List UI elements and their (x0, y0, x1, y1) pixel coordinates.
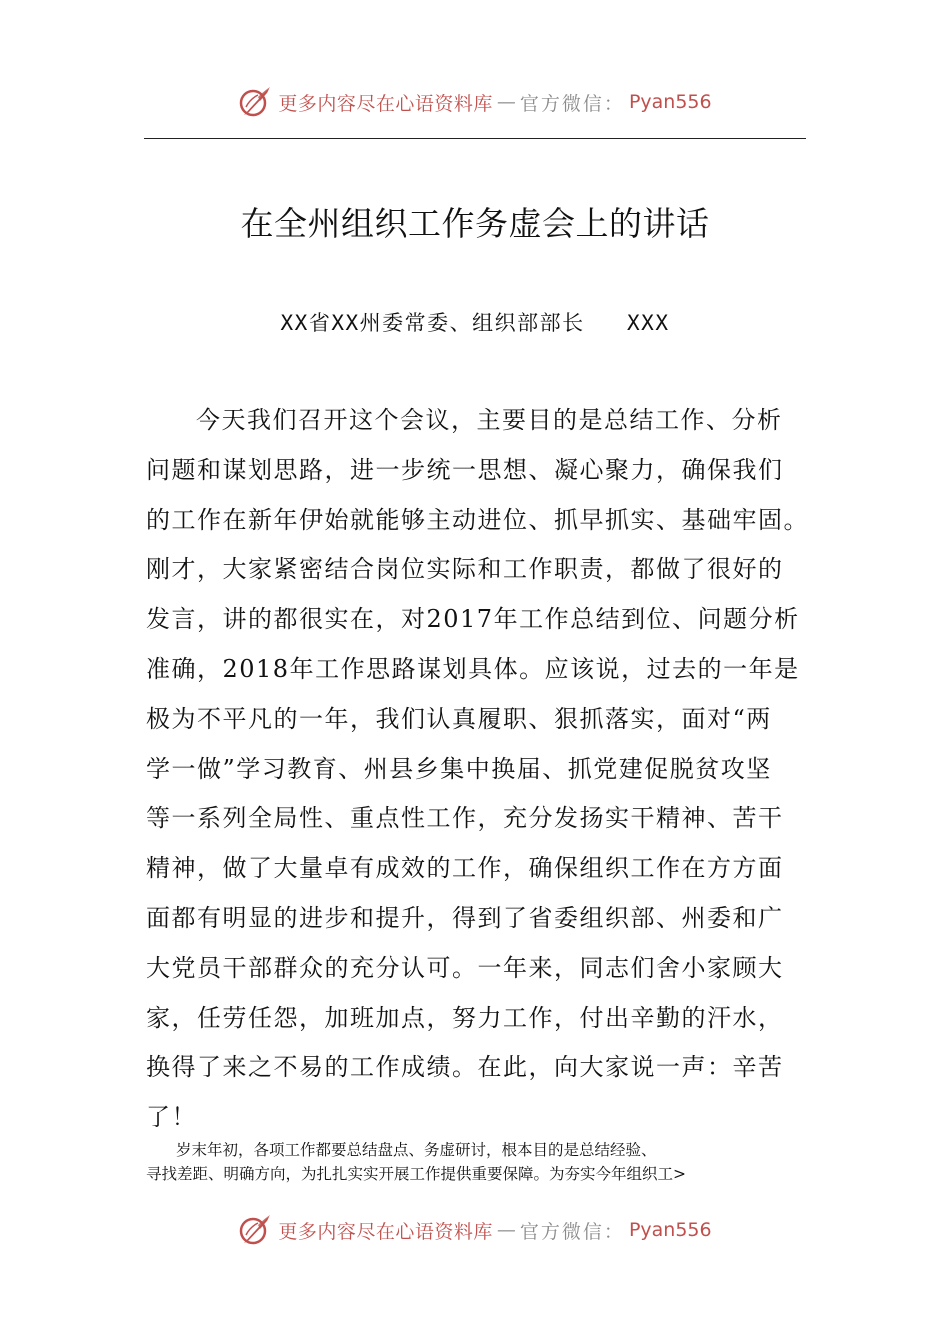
body-line: 面都有明显的进步和提升，得到了省委组织部、州委和广 (146, 903, 784, 932)
wechat-label: 官方微信： (519, 1220, 625, 1243)
body-line: 准确，2018年工作思路谋划具体。应该说，过去的一年是 (146, 654, 800, 683)
body-line: 换得了来之不易的工作成绩。在此，向大家说一声：辛苦 (146, 1053, 784, 1082)
body-line: 刚才，大家紧密结合岗位实际和工作职责，都做了很好的 (146, 555, 784, 584)
quill-logo-icon (238, 85, 272, 119)
quill-logo-icon (238, 1213, 272, 1247)
brand-dash: — (496, 91, 516, 113)
body-line: 发言，讲的都很实在，对2017年工作总结到位、问题分析 (146, 605, 800, 634)
summary-paragraph (146, 1138, 806, 1186)
header-divider (144, 138, 806, 139)
body-line: 等一系列全局性、重点性工作，充分发扬实干精神、苦干 (146, 804, 784, 833)
body-line: 学一做”学习教育、州县乡集中换届、抓党建促脱贫攻坚 (146, 754, 772, 783)
brand-text: 更多内容尽在心语资料库 (278, 1220, 493, 1243)
body-line: 精神，做了大量卓有成效的工作，确保组织工作在方方面 (146, 854, 784, 883)
body-line: 家，任劳任怨，加班加点，努力工作，付出辛勤的汗水， (146, 1003, 784, 1032)
body-line: 大党员干部群众的充分认可。一年来，同志们舍小家顾大 (146, 953, 784, 982)
author-byline: XX省XX州委常委、组织部部长 XXX (280, 311, 670, 335)
body-line: 今天我们召开这个会议，主要目的是总结工作、分析 (196, 406, 783, 434)
page-title: 在全州组织工作务虚会上的讲话 (240, 204, 710, 243)
body-line: 的工作在新年伊始就能够主动进位、抓早抓实、基础牢固。 (146, 505, 809, 534)
footer-banner (0, 1210, 950, 1250)
summary-line: 岁末年初，各项工作都要总结盘点、务虚研讨，根本目的是总结经验、 (176, 1141, 657, 1159)
brand-text: 更多内容尽在心语资料库 (278, 92, 493, 115)
body-line: 极为不平凡的一年，我们认真履职、狠抓落实，面对“两 (146, 704, 772, 733)
wechat-id: Pyan556 (628, 91, 712, 113)
header-banner (0, 82, 950, 122)
wechat-id: Pyan556 (628, 1219, 712, 1241)
summary-line: 寻找差距、明确方向，为扎扎实实开展工作提供重要保障。为夯实今年组织工> (146, 1165, 686, 1183)
body-line: 问题和谋划思路，进一步统一思想、凝心聚力，确保我们 (146, 455, 784, 484)
wechat-label: 官方微信： (519, 92, 625, 115)
speech-body (146, 396, 809, 1143)
body-line: 了！ (146, 1103, 197, 1132)
brand-dash: — (496, 1219, 516, 1241)
